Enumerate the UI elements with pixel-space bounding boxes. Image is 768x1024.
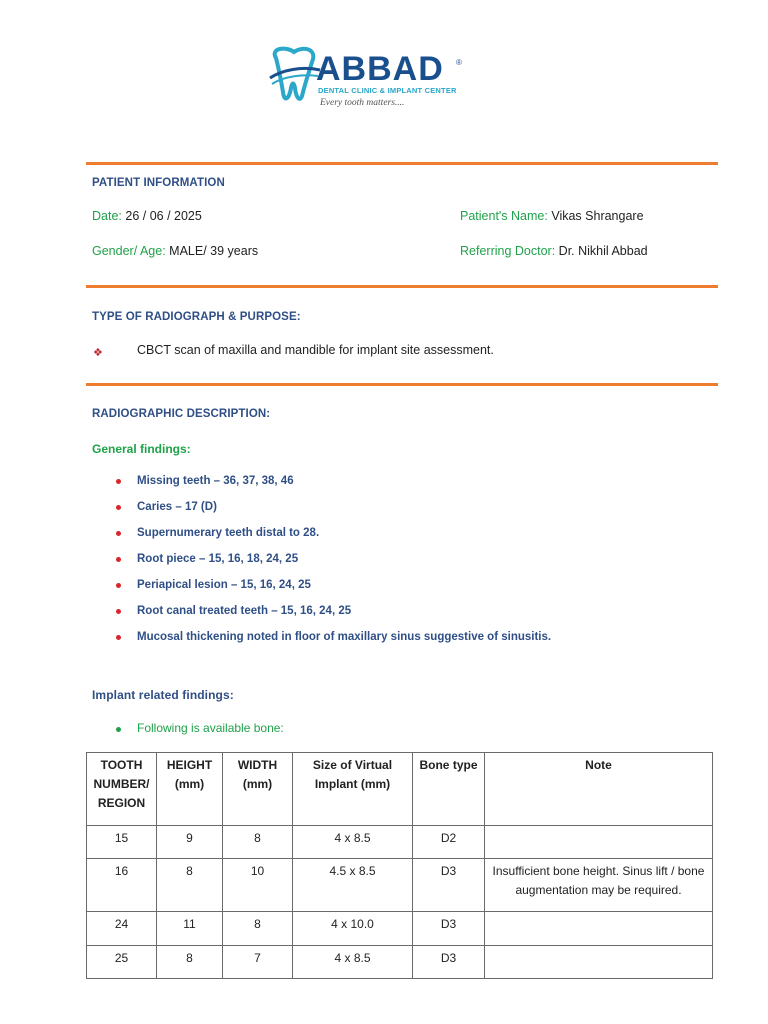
list-item: Missing teeth – 36, 37, 38, 46 bbox=[112, 472, 551, 498]
implant-findings-heading: Implant related findings: bbox=[92, 688, 234, 702]
table-cell: 4 x 10.0 bbox=[293, 912, 413, 946]
brand-subtitle: DENTAL CLINIC & IMPLANT CENTER bbox=[318, 86, 457, 95]
description-heading: RADIOGRAPHIC DESCRIPTION: bbox=[92, 408, 271, 420]
table-cell: 7 bbox=[223, 946, 293, 979]
general-findings-list bbox=[112, 472, 551, 654]
referring-doctor-row: Referring Doctor: Dr. Nikhil Abbad bbox=[460, 244, 648, 258]
column-header: TOOTH NUMBER/ REGION bbox=[87, 753, 157, 826]
gender-age-row: Gender/ Age: MALE/ 39 years bbox=[92, 244, 259, 258]
list-item: Supernumerary teeth distal to 28. bbox=[112, 524, 551, 550]
referring-doctor-label: Referring Doctor bbox=[460, 244, 552, 258]
radiograph-item: CBCT scan of maxilla and mandible for implant site assessment. bbox=[137, 343, 494, 357]
table-cell: 24 bbox=[87, 912, 157, 946]
patient-name-row: Patient's Name: Vikas Shrangare bbox=[460, 209, 644, 223]
table-row bbox=[87, 946, 713, 979]
table-row bbox=[87, 826, 713, 859]
list-item: Caries – 17 (D) bbox=[112, 498, 551, 524]
column-header: WIDTH (mm) bbox=[223, 753, 293, 826]
table-cell: 8 bbox=[223, 912, 293, 946]
table-cell: 4 x 8.5 bbox=[293, 946, 413, 979]
date-value: 26 / 06 / 2025 bbox=[125, 209, 202, 223]
column-header: Size of Virtual Implant (mm) bbox=[293, 753, 413, 826]
radiograph-heading: TYPE OF RADIOGRAPH & PURPOSE: bbox=[92, 311, 301, 323]
column-header: Note bbox=[485, 753, 713, 826]
registered-mark: ® bbox=[456, 58, 462, 67]
table-cell: D3 bbox=[413, 859, 485, 912]
brand-name: ABBAD bbox=[316, 50, 444, 88]
available-bone-item: Following is available bone: bbox=[112, 721, 284, 735]
table-row bbox=[87, 859, 713, 912]
brand-tagline: Every tooth matters.... bbox=[320, 98, 405, 108]
divider bbox=[86, 285, 718, 288]
gender-age-label: Gender/ Age bbox=[92, 244, 163, 258]
table-cell bbox=[485, 946, 713, 979]
table-cell: 16 bbox=[87, 859, 157, 912]
date-row: Date: 26 / 06 / 2025 bbox=[92, 209, 202, 223]
patient-info-heading: PATIENT INFORMATION bbox=[92, 177, 225, 189]
divider bbox=[86, 162, 718, 165]
table-row bbox=[87, 912, 713, 946]
patient-name-label: Patient's Name bbox=[460, 209, 545, 223]
patient-name-value: Vikas Shrangare bbox=[551, 209, 644, 223]
table-header-row bbox=[87, 753, 713, 826]
table-cell: D3 bbox=[413, 912, 485, 946]
diamond-bullet-icon: ❖ bbox=[93, 347, 103, 359]
list-item: Mucosal thickening noted in floor of maxillary sinus suggestive of sinusitis. bbox=[112, 628, 551, 654]
table-cell: 9 bbox=[157, 826, 223, 859]
table-cell: 11 bbox=[157, 912, 223, 946]
general-findings-heading: General findings: bbox=[92, 442, 191, 456]
table-cell bbox=[485, 826, 713, 859]
table-cell: Insufficient bone height. Sinus lift / bone augmentation may be required. bbox=[485, 859, 713, 912]
table-cell: 8 bbox=[157, 946, 223, 979]
table-cell: 4.5 x 8.5 bbox=[293, 859, 413, 912]
date-label: Date bbox=[92, 209, 119, 223]
gender-age-value: MALE/ 39 years bbox=[169, 244, 259, 258]
divider bbox=[86, 383, 718, 386]
table-cell bbox=[485, 912, 713, 946]
list-item: Root canal treated teeth – 15, 16, 24, 25 bbox=[112, 602, 551, 628]
table-cell: 10 bbox=[223, 859, 293, 912]
bone-table bbox=[86, 752, 713, 979]
table-cell: D3 bbox=[413, 946, 485, 979]
list-item: Periapical lesion – 15, 16, 24, 25 bbox=[112, 576, 551, 602]
column-header: Bone type bbox=[413, 753, 485, 826]
table-cell: 8 bbox=[223, 826, 293, 859]
tooth-logo-icon bbox=[266, 44, 322, 106]
table-cell: 8 bbox=[157, 859, 223, 912]
table-cell: 4 x 8.5 bbox=[293, 826, 413, 859]
column-header: HEIGHT (mm) bbox=[157, 753, 223, 826]
table-cell: 15 bbox=[87, 826, 157, 859]
clinic-logo bbox=[266, 44, 476, 116]
referring-doctor-value: Dr. Nikhil Abbad bbox=[558, 244, 648, 258]
table-cell: D2 bbox=[413, 826, 485, 859]
list-item: Root piece – 15, 16, 18, 24, 25 bbox=[112, 550, 551, 576]
table-cell: 25 bbox=[87, 946, 157, 979]
